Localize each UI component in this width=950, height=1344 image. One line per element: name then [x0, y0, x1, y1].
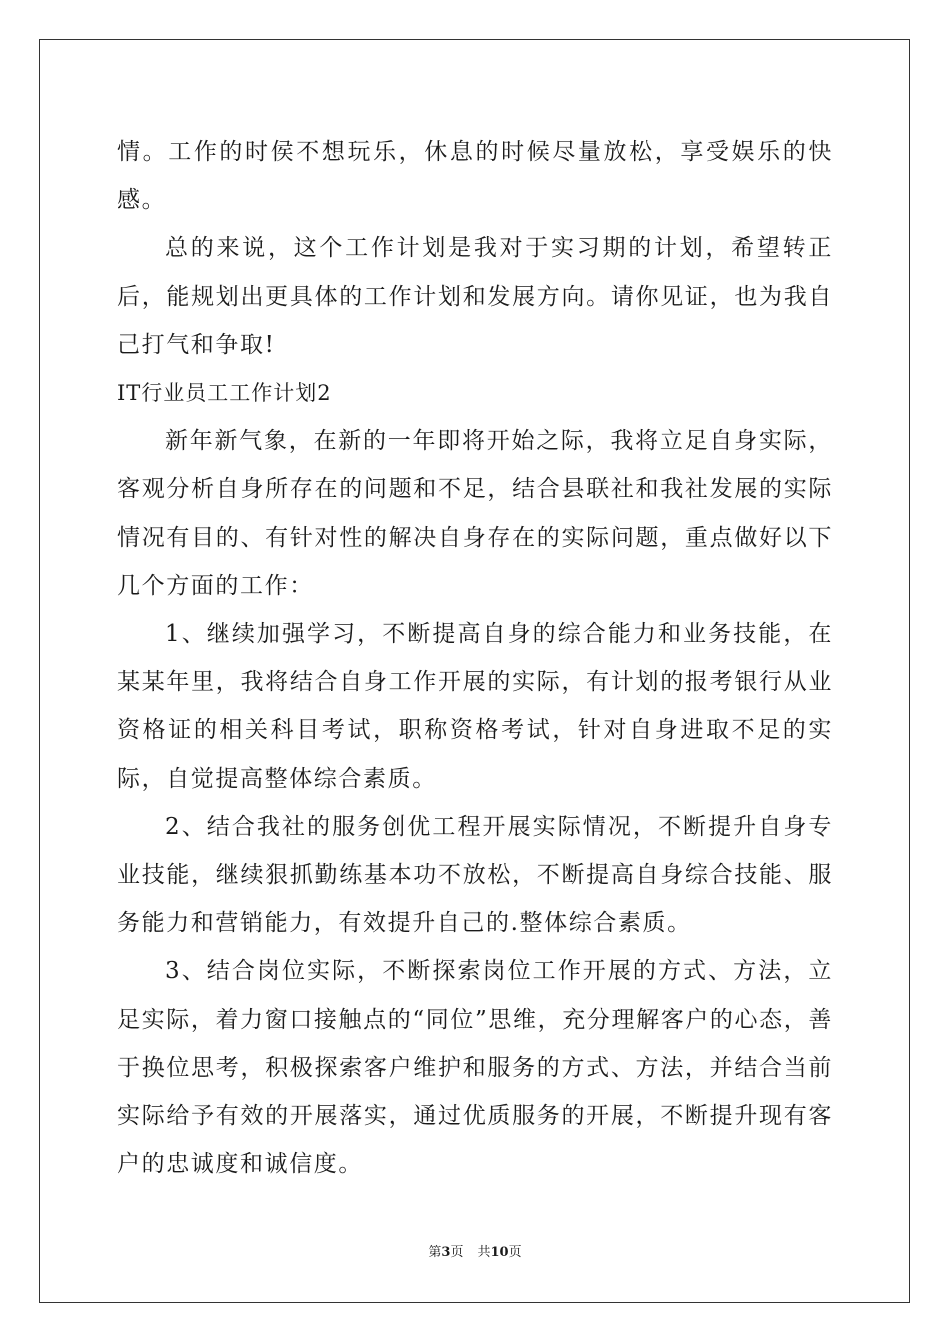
paragraph-item-2: 2、结合我社的服务创优工程开展实际情况，不断提升自身专业技能，继续狠抓勤练基本功不放松，不断提高自身综合技能、服务能力和营销能力，有效提升自己的.整体综合素质。: [117, 813, 833, 937]
page-suffix: 页: [450, 1245, 464, 1260]
paragraph-item-1: 1、继续加强学习，不断提高自身的综合能力和业务技能，在某某年里，我将结合自身工作开展的实际，有计划的报考银行从业资格证的相关科目考试，职称资格考试，针对自身进取不足的实际，自觉提高整体综合素质。: [117, 621, 833, 792]
total-prefix: 共: [477, 1245, 491, 1260]
page-prefix: 第: [428, 1245, 442, 1260]
total-suffix: 页: [508, 1245, 522, 1260]
document-body: [117, 128, 833, 1188]
paragraph-item-3: 3、结合岗位实际，不断探索岗位工作开展的方式、方法，立足实际，着力窗口接触点的“同位”思维，充分理解客户的心态，善于换位思考，积极探索客户维护和服务的方式、方法，并结合当前实际给予有效的开展落实，通过优质服务的开展，不断提升现有客户的忠诚度和诚信度。: [117, 958, 833, 1178]
paragraph-continuation: 情。工作的时侯不想玩乐，休息的时候尽量放松，享受娱乐的快感。: [117, 139, 833, 214]
page-number: 3: [441, 1245, 451, 1260]
page-footer: [0, 1244, 950, 1262]
total-pages: 10: [490, 1245, 509, 1260]
paragraph-intro: 新年新气象，在新的一年即将开始之际，我将立足自身实际，客观分析自身所存在的问题和不足，结合县联社和我社发展的实际情况有目的、有针对性的解决自身存在的实际问题，重点做好以下几个方面的工作：: [117, 428, 833, 599]
paragraph-summary: 总的来说，这个工作计划是我对于实习期的计划，希望转正后，能规划出更具体的工作计划和发展方向。请你见证，也为我自己打气和争取!: [117, 235, 833, 358]
section-heading: IT行业员工工作计划2: [117, 381, 332, 406]
